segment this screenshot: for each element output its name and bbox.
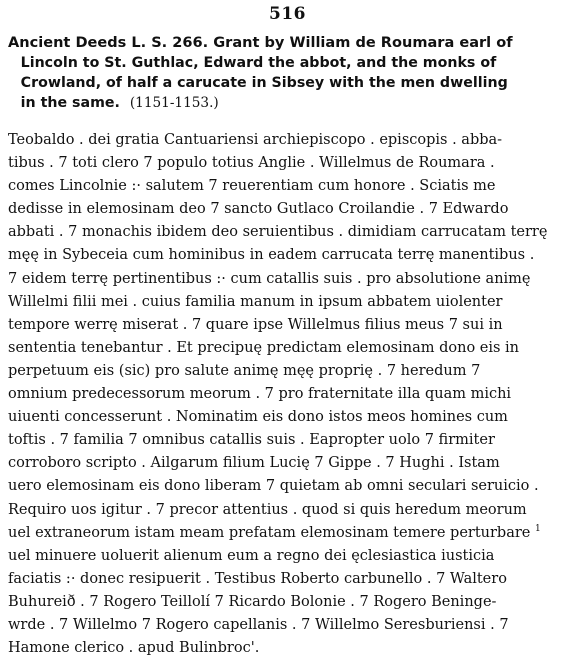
text-line: tempore werrę miserat . 7 quare ipse Willelmus filius meus 7 sui in bbox=[8, 316, 503, 333]
text-line: dedisse in elemosinam deo 7 sancto Gutlaco Croilandie . 7 Edwardo bbox=[8, 201, 509, 218]
text-line: Teobaldo . dei gratia Cantuariensi archiepiscopo . episcopis . abba- bbox=[8, 132, 503, 148]
heading-line: Ancient Deeds L. S. 266. Grant by William de Roumara earl of bbox=[8, 34, 513, 51]
text-line: Buhureið . 7 Rogero Teillolí 7 Ricardo Bolonie . 7 Rogero Beninge- bbox=[8, 593, 497, 610]
footnote-marker[interactable]: 1 bbox=[535, 523, 541, 534]
text-line: Requiro uos igitur . 7 precor attentius . quod si quis heredum meorum bbox=[8, 501, 527, 518]
heading-line: Crowland, of half a carucate in Sibsey with the men dwelling bbox=[20, 74, 508, 91]
deed-heading bbox=[8, 33, 570, 113]
text-line: abbati . 7 monachis ibidem deo seruientibus . dimidiam carrucatam terrę bbox=[8, 224, 548, 241]
text-line: uel minuere uoluerit alienum eum a regno dei ęclesiastica iusticia bbox=[8, 547, 495, 564]
text-line: perpetuum eis (sic) pro salute animę męę proprię . 7 heredum 7 bbox=[8, 362, 481, 379]
heading-line: Lincoln to St. Guthlac, Edward the abbot, and the monks of bbox=[20, 54, 497, 71]
page-number: 516 bbox=[269, 4, 306, 24]
text-line-content: uel extraneorum istam meam prefatam elemosinam temere perturbare bbox=[8, 524, 531, 541]
text-line: omnium predecessorum meorum . 7 pro fraternitate illa quam michi bbox=[8, 386, 512, 403]
deed-text bbox=[8, 129, 568, 660]
text-line: sententia tenebantur . Et precipuę predictam elemosinam dono eis in bbox=[8, 339, 520, 356]
text-line: 7 eidem terrę pertinentibus :· cum catallis suis . pro absolutione animę bbox=[8, 270, 531, 287]
heading-line-last bbox=[8, 93, 555, 113]
text-line: tibus . 7 toti clero 7 populo totius Anglie . Willelmus de Roumara . bbox=[8, 155, 495, 172]
text-line-with-footnote bbox=[8, 522, 568, 545]
heading-line-text: in the same. bbox=[20, 94, 120, 111]
text-line: uiuenti concesserunt . Nominatim eis dono istos meos homines cum bbox=[8, 409, 508, 426]
deed-date: (1151-1153.) bbox=[129, 95, 219, 111]
text-line: wrde . 7 Willelmo 7 Rogero capellanis . 7 Willelmo Seresburiensi . 7 bbox=[8, 616, 509, 633]
text-line: toftis . 7 familia 7 omnibus catallis suis . Eapropter uolo 7 firmiter bbox=[8, 432, 495, 449]
text-line: comes Lincolnie :· salutem 7 reuerentiam cum honore . Sciatis me bbox=[8, 178, 496, 195]
text-line: Willelmi filii mei . cuius familia manum in ipsum abbatem uiolenter bbox=[8, 293, 503, 310]
text-line: faciatis :· donec resipuerit . Testibus Roberto carbunello . 7 Waltero bbox=[8, 570, 507, 587]
text-line: mę̨ę in Sybeceia cum hominibus in eadem carrucata terrę manentibus . bbox=[8, 247, 535, 264]
text-line: corroboro scripto . Ailgarum filium Lucię 7 Gippe . 7 Hughi . Istam bbox=[8, 455, 500, 472]
text-line: uero elemosinam eis dono liberam 7 quietam ab omni seculari seruicio . bbox=[8, 478, 539, 495]
text-line: Hamone clerico . apud Bulinbroc'. bbox=[8, 640, 260, 657]
